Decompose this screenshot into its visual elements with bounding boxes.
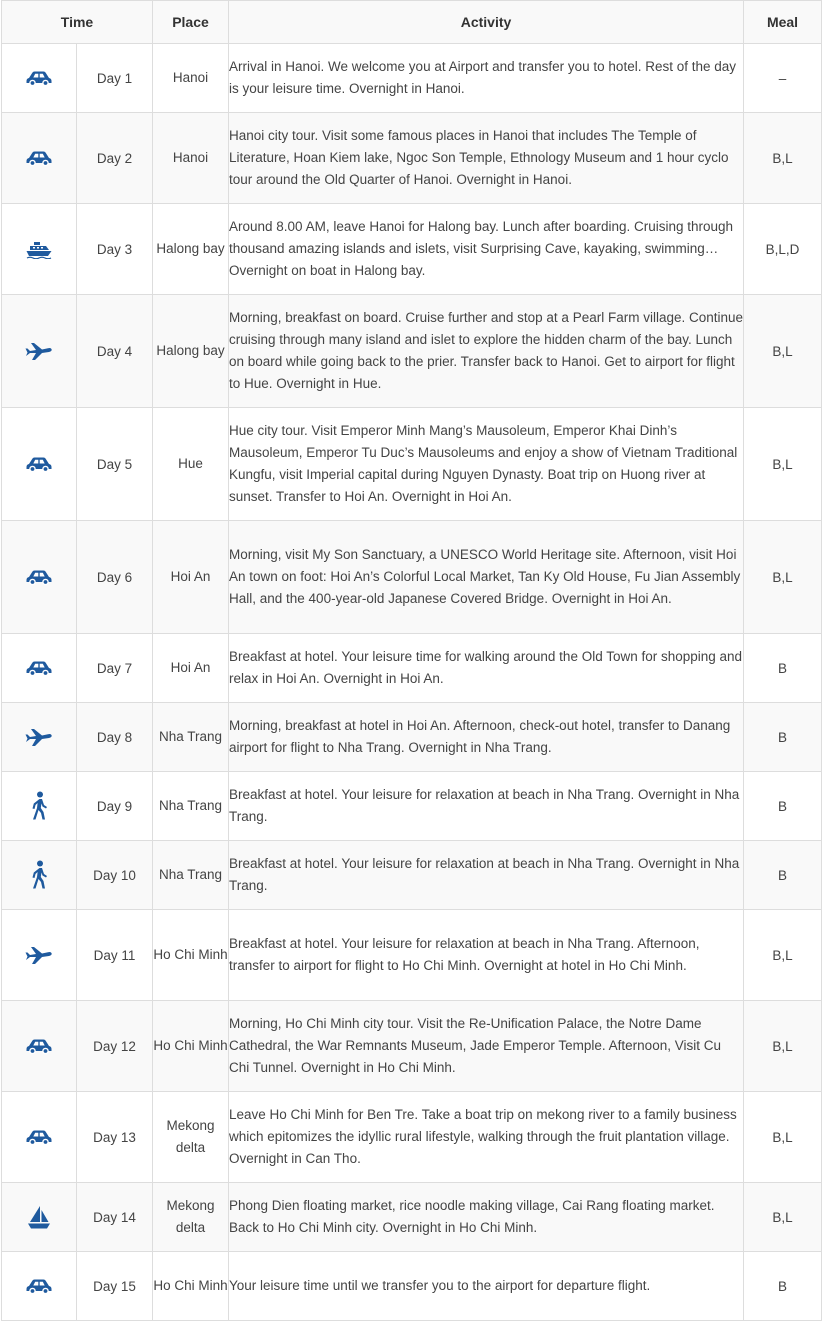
- itinerary-row: [2, 1001, 822, 1092]
- place-cell: Ho Chi Minh: [153, 1252, 229, 1321]
- activity-cell: Around 8.00 AM, leave Hanoi for Halong bay. Lunch after boarding. Cruising through thousand amazing islands and islets, visit Surprising Cave, kayaking, swimming… Overnight on boat in Halong bay.: [229, 204, 744, 295]
- meal-cell: B,L: [744, 113, 822, 204]
- activity-cell: Breakfast at hotel. Your leisure for relaxation at beach in Nha Trang. Afternoon, transfer to airport for flight to Ho Chi Minh. Overnight at hotel in Ho Chi Minh.: [229, 910, 744, 1001]
- place-cell: Halong bay: [153, 295, 229, 408]
- activity-cell: Phong Dien floating market, rice noodle making village, Cai Rang floating market. Back to Ho Chi Minh city. Overnight in Ho Chi Minh.: [229, 1183, 744, 1252]
- activity-cell: Morning, Ho Chi Minh city tour. Visit the Re-Unification Palace, the Notre Dame Cathedral, the War Remnants Museum, Jade Emperor Temple. Afternoon, Visit Cu Chi Tunnel. Overnight in Ho Chi Minh.: [229, 1001, 744, 1092]
- itinerary-row: [2, 1183, 822, 1252]
- itinerary-row: [2, 703, 822, 772]
- walking-icon: [29, 867, 49, 882]
- transport-icon-cell: [2, 204, 77, 295]
- transport-icon-cell: [2, 634, 77, 703]
- meal-cell: B,L: [744, 1092, 822, 1183]
- car-icon: [25, 1129, 53, 1144]
- sailboat-icon: [26, 1209, 52, 1224]
- transport-icon-cell: [2, 44, 77, 113]
- day-cell: Day 9: [77, 772, 153, 841]
- table-header-row: [2, 1, 822, 44]
- transport-icon-cell: [2, 1183, 77, 1252]
- itinerary-row: [2, 772, 822, 841]
- place-cell: Mekong delta: [153, 1183, 229, 1252]
- itinerary-row: [2, 521, 822, 634]
- walking-icon: [29, 798, 49, 813]
- meal-cell: B,L: [744, 910, 822, 1001]
- car-icon: [25, 456, 53, 471]
- header-time: Time: [2, 1, 153, 44]
- header-place: Place: [153, 1, 229, 44]
- day-cell: Day 5: [77, 408, 153, 521]
- ship-icon: [25, 241, 53, 256]
- transport-icon-cell: [2, 408, 77, 521]
- itinerary-row: [2, 910, 822, 1001]
- meal-cell: B,L: [744, 1183, 822, 1252]
- place-cell: Hanoi: [153, 44, 229, 113]
- car-icon: [25, 569, 53, 584]
- activity-cell: Hanoi city tour. Visit some famous places in Hanoi that includes The Temple of Literature, Hoan Kiem lake, Ngoc Son Temple, Ethnology Museum and 1 hour cyclo tour around the Old Quarter of Hanoi. Overnight in Hanoi.: [229, 113, 744, 204]
- itinerary-row: [2, 204, 822, 295]
- place-cell: Nha Trang: [153, 841, 229, 910]
- itinerary-row: [2, 44, 822, 113]
- place-cell: Ho Chi Minh: [153, 910, 229, 1001]
- activity-cell: Leave Ho Chi Minh for Ben Tre. Take a boat trip on mekong river to a family business which epitomizes the idyllic rural lifestyle, walking through the fruit plantation village. Overnight in Can Tho.: [229, 1092, 744, 1183]
- meal-cell: B: [744, 634, 822, 703]
- meal-cell: B: [744, 772, 822, 841]
- day-cell: Day 8: [77, 703, 153, 772]
- transport-icon-cell: [2, 1092, 77, 1183]
- car-icon: [25, 660, 53, 675]
- day-cell: Day 14: [77, 1183, 153, 1252]
- activity-cell: Morning, breakfast on board. Cruise further and stop at a Pearl Farm village. Continue cruising through many island and islet to explore the hidden charm of the bay. Lunch on board while going back to the prier. Transfer back to Hanoi. Get to airport for flight to Hue. Overnight in Hue.: [229, 295, 744, 408]
- place-cell: Hanoi: [153, 113, 229, 204]
- day-cell: Day 10: [77, 841, 153, 910]
- activity-cell: Morning, visit My Son Sanctuary, a UNESCO World Heritage site. Afternoon, visit Hoi An town on foot: Hoi An’s Colorful Local Market, Tan Ky Old House, Fu Jian Assembly Hall, and the 400-year-old Japanese Covered Bridge. Overnight in Hoi An.: [229, 521, 744, 634]
- meal-cell: B,L: [744, 1001, 822, 1092]
- meal-cell: B: [744, 841, 822, 910]
- plane-icon: [24, 343, 54, 358]
- meal-cell: B,L: [744, 408, 822, 521]
- day-cell: Day 1: [77, 44, 153, 113]
- activity-cell: Your leisure time until we transfer you to the airport for departure flight.: [229, 1252, 744, 1321]
- activity-cell: Hue city tour. Visit Emperor Minh Mang’s Mausoleum, Emperor Khai Dinh’s Mausoleum, Emperor Tu Duc’s Mausoleums and enjoy a show of Vietnam Traditional Kungfu, visit Imperial capital during Nguyen Dynasty. Boat trip on Huong river at sunset. Transfer to Hoi An. Overnight in Hoi An.: [229, 408, 744, 521]
- meal-cell: B: [744, 1252, 822, 1321]
- itinerary-row: [2, 113, 822, 204]
- transport-icon-cell: [2, 703, 77, 772]
- activity-cell: Morning, breakfast at hotel in Hoi An. Afternoon, check-out hotel, transfer to Danang airport for flight to Nha Trang. Overnight in Nha Trang.: [229, 703, 744, 772]
- car-icon: [25, 70, 53, 85]
- itinerary-row: [2, 408, 822, 521]
- car-icon: [25, 1278, 53, 1293]
- day-cell: Day 4: [77, 295, 153, 408]
- car-icon: [25, 1038, 53, 1053]
- place-cell: Hoi An: [153, 634, 229, 703]
- header-meal: Meal: [744, 1, 822, 44]
- header-activity: Activity: [229, 1, 744, 44]
- activity-cell: Arrival in Hanoi. We welcome you at Airport and transfer you to hotel. Rest of the day is your leisure time. Overnight in Hanoi.: [229, 44, 744, 113]
- car-icon: [25, 150, 53, 165]
- place-cell: Mekong delta: [153, 1092, 229, 1183]
- transport-icon-cell: [2, 1001, 77, 1092]
- day-cell: Day 13: [77, 1092, 153, 1183]
- meal-cell: B,L: [744, 521, 822, 634]
- meal-cell: B,L,D: [744, 204, 822, 295]
- place-cell: Hoi An: [153, 521, 229, 634]
- day-cell: Day 12: [77, 1001, 153, 1092]
- transport-icon-cell: [2, 521, 77, 634]
- day-cell: Day 7: [77, 634, 153, 703]
- plane-icon: [24, 729, 54, 744]
- day-cell: Day 6: [77, 521, 153, 634]
- transport-icon-cell: [2, 841, 77, 910]
- activity-cell: Breakfast at hotel. Your leisure for relaxation at beach in Nha Trang. Overnight in Nha Trang.: [229, 841, 744, 910]
- day-cell: Day 3: [77, 204, 153, 295]
- place-cell: Hue: [153, 408, 229, 521]
- transport-icon-cell: [2, 295, 77, 408]
- day-cell: Day 11: [77, 910, 153, 1001]
- meal-cell: B: [744, 703, 822, 772]
- place-cell: Nha Trang: [153, 772, 229, 841]
- meal-cell: B,L: [744, 295, 822, 408]
- transport-icon-cell: [2, 113, 77, 204]
- day-cell: Day 15: [77, 1252, 153, 1321]
- transport-icon-cell: [2, 1252, 77, 1321]
- transport-icon-cell: [2, 772, 77, 841]
- itinerary-row: [2, 634, 822, 703]
- itinerary-row: [2, 295, 822, 408]
- meal-cell: –: [744, 44, 822, 113]
- itinerary-row: [2, 1092, 822, 1183]
- day-cell: Day 2: [77, 113, 153, 204]
- place-cell: Ho Chi Minh: [153, 1001, 229, 1092]
- plane-icon: [24, 947, 54, 962]
- activity-cell: Breakfast at hotel. Your leisure for relaxation at beach in Nha Trang. Overnight in Nha Trang.: [229, 772, 744, 841]
- transport-icon-cell: [2, 910, 77, 1001]
- itinerary-row: [2, 1252, 822, 1321]
- itinerary-row: [2, 841, 822, 910]
- itinerary-table: [1, 0, 822, 1321]
- place-cell: Halong bay: [153, 204, 229, 295]
- activity-cell: Breakfast at hotel. Your leisure time for walking around the Old Town for shopping and relax in Hoi An. Overnight in Hoi An.: [229, 634, 744, 703]
- place-cell: Nha Trang: [153, 703, 229, 772]
